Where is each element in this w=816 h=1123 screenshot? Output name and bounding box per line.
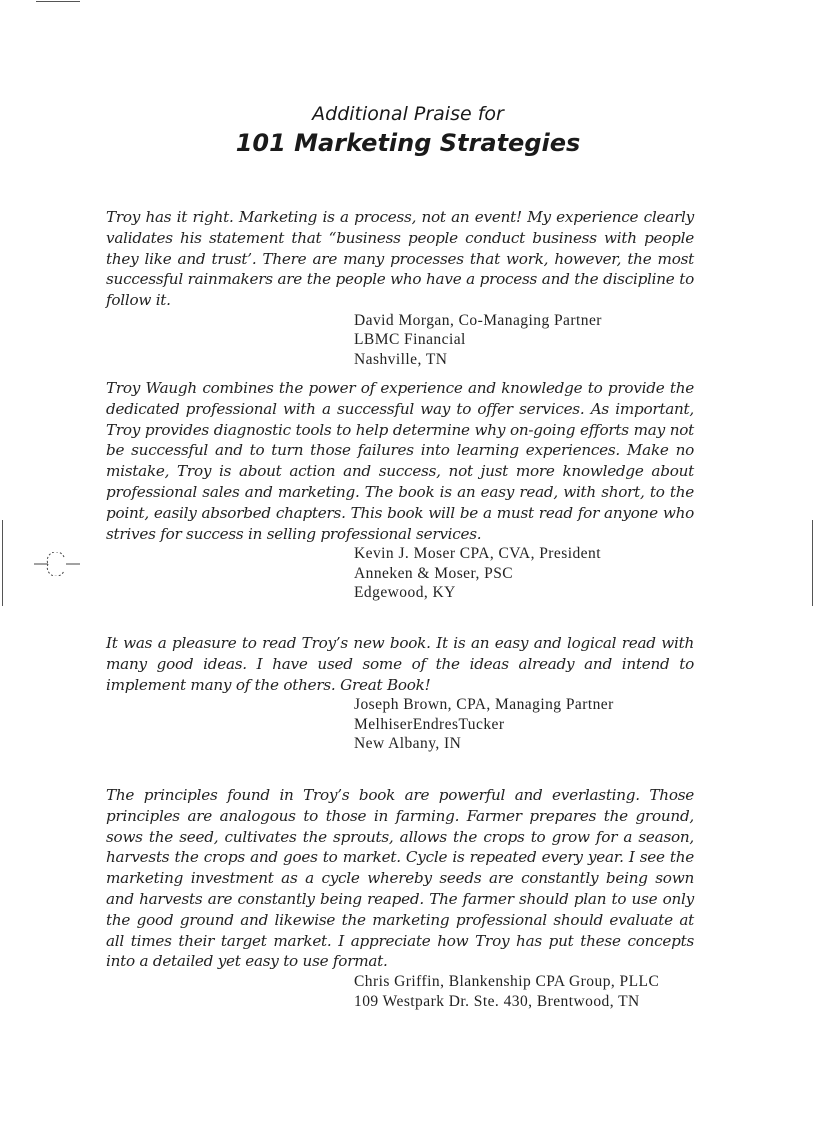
- attribution-organization: Anneken & Moser, PSC: [354, 564, 514, 582]
- attribution-organization: LBMC Financial: [354, 331, 466, 349]
- attribution-location: New Albany, IN: [354, 735, 462, 753]
- testimonial-quote: Troy Waugh combines the power of experience and knowledge to provide the dedicated professional with a successful way to offer services. As important, Troy provides diagnostic tools to help determine why on-going efforts may not be successful and to turn those failures into learning experiences. Make no mistake, Troy is about action and success, not just more knowledge about professional sales and marketing. The book is an easy read, with short, to the point, easily absorbed chapters. This book will be a must read for anyone who strives for success in selling professional services.: [106, 379, 694, 543]
- testimonial: [106, 633, 694, 754]
- testimonial-attribution: [106, 544, 694, 603]
- attribution-name: David Morgan, Co-Managing Partner: [354, 311, 602, 329]
- testimonial-attribution: [106, 695, 694, 754]
- testimonial-attribution: [106, 972, 694, 1011]
- testimonial: [106, 785, 694, 1011]
- attribution-name: Kevin J. Moser CPA, CVA, President: [354, 545, 601, 563]
- testimonial-quote: The principles found in Troy’s book are powerful and everlasting. Those principles are analogous to those in farming. Farmer prepares the ground, sows the seed, cultivates the sprouts, allows the crops to grow for a season, harvests the crops and goes to market. Cycle is repeated every year. I see the marketing investment as a cycle whereby seeds are constantly being sown and harvests are constantly being reaped. The farmer should plan to use only the good ground and likewise the marketing professional should evaluate at all times their target market. I appreciate how Troy has put these concepts into a detailed yet easy to use format.: [106, 786, 694, 971]
- crop-mark-left: [2, 520, 3, 606]
- attribution-location: Nashville, TN: [354, 350, 448, 368]
- crop-mark-right: [812, 520, 813, 606]
- registration-mark-icon: [34, 552, 82, 576]
- testimonial: [106, 378, 694, 603]
- page-title: 101 Marketing Strategies: [235, 129, 581, 157]
- attribution-location: Edgewood, KY: [354, 584, 456, 602]
- testimonial-quote: Troy has it right. Marketing is a process, not an event! My experience clearly validates his statement that “business people conduct business with people they like and trust’. There are many processes that work, however, the most successful rainmakers are the people who have a process and the discipline to follow it.: [106, 208, 694, 310]
- page-subtitle: Additional Praise for: [312, 103, 504, 125]
- crop-mark-top: [36, 1, 80, 2]
- attribution-organization: MelhiserEndresTucker: [354, 715, 505, 733]
- testimonial-attribution: [106, 311, 694, 370]
- attribution-name: Chris Griffin, Blankenship CPA Group, PLLC: [354, 973, 660, 991]
- testimonial-quote: It was a pleasure to read Troy’s new book. It is an easy and logical read with many good ideas. I have used some of the ideas already and intend to implement many of the others. Great Book!: [106, 634, 694, 694]
- attribution-organization: 109 Westpark Dr. Ste. 430, Brentwood, TN: [354, 992, 640, 1010]
- attribution-name: Joseph Brown, CPA, Managing Partner: [354, 696, 614, 714]
- testimonial: [106, 207, 694, 369]
